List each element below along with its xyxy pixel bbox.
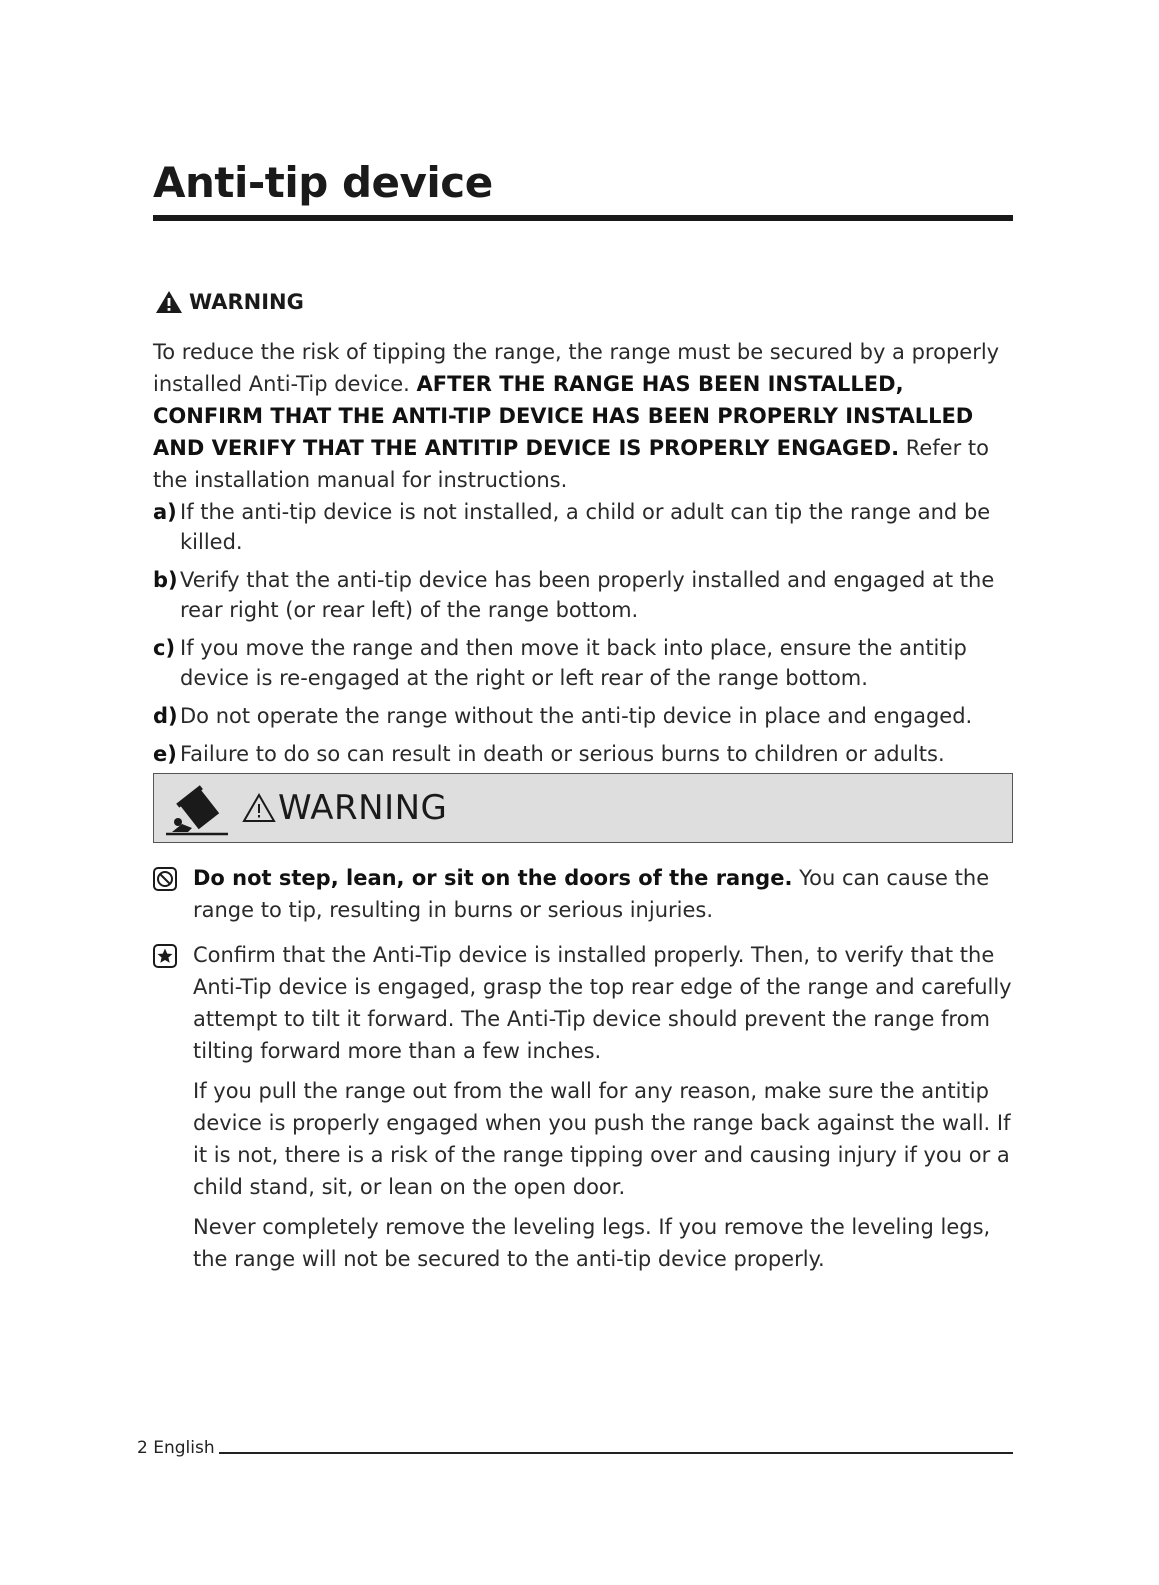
list-marker: d) bbox=[153, 704, 178, 728]
list-item bbox=[153, 497, 1013, 557]
warning-triangle-icon bbox=[155, 290, 183, 314]
notice-paragraph: Confirm that the Anti-Tip device is installed properly. Then, to verify that the Anti-Tip device is engaged, grasp the top rear edge of the range and carefully attempt to tilt it forward. The Anti-Tip device should prevent the range from tilting forward more than a few inches. bbox=[193, 943, 1012, 1063]
list-item bbox=[153, 565, 1013, 625]
list-item-text: If you move the range and then move it back into place, ensure the antitip device is re-engaged at the right or left rear of the range bottom. bbox=[180, 636, 967, 690]
list-item-text: Verify that the anti-tip device has been properly installed and engaged at the rear right (or rear left) of the range bottom. bbox=[180, 568, 995, 622]
page-title: Anti-tip device bbox=[153, 158, 493, 207]
list-marker: a) bbox=[153, 500, 177, 524]
list-item-text: Failure to do so can result in death or serious burns to children or adults. bbox=[180, 742, 945, 766]
list-marker: c) bbox=[153, 636, 176, 660]
prohibited-icon bbox=[153, 867, 177, 891]
footer-rule bbox=[219, 1452, 1013, 1454]
list-marker: b) bbox=[153, 568, 178, 592]
warning-heading bbox=[155, 290, 304, 314]
list-marker: e) bbox=[153, 742, 177, 766]
warning-banner bbox=[153, 773, 1013, 843]
notice-important bbox=[153, 939, 1013, 1283]
notice-prohibited-body: You can cause the range to tip, resulting in burns or serious injuries. bbox=[193, 866, 990, 922]
list-item bbox=[153, 701, 1013, 731]
warning-list bbox=[153, 497, 1013, 777]
title-underline bbox=[153, 215, 1013, 221]
notice-prohibited-text bbox=[193, 862, 1013, 926]
page-number-label: 2 English bbox=[137, 1438, 215, 1458]
warning-triangle-outline-icon bbox=[242, 793, 276, 823]
warning-intro-bold: AFTER THE RANGE HAS BEEN INSTALLED, CONFIRM THAT THE ANTI-TIP DEVICE HAS BEEN PROPERLY INSTALLED AND VERIFY THAT THE ANTITIP DEVICE IS PROPERLY ENGAGED. bbox=[153, 372, 974, 460]
warning-intro-text-2: Refer to the installation manual for instructions. bbox=[153, 436, 989, 492]
warning-intro bbox=[153, 336, 1013, 496]
list-item bbox=[153, 633, 1013, 693]
warning-intro-text-1: To reduce the risk of tipping the range, the range must be secured by a properly installed Anti-Tip device. bbox=[153, 340, 1000, 396]
list-item-text: If the anti-tip device is not installed, a child or adult can tip the range and be killed. bbox=[180, 500, 991, 554]
notice-prohibited-bold: Do not step, lean, or sit on the doors of the range. bbox=[193, 866, 793, 890]
notice-paragraph: If you pull the range out from the wall for any reason, make sure the antitip device is properly engaged when you push the range back against the wall. If it is not, there is a risk of the range tipping over and causing injury if you or a child stand, sit, or lean on the open door. bbox=[193, 1079, 1011, 1199]
banner-text: WARNING bbox=[278, 788, 448, 828]
star-important-icon bbox=[153, 944, 177, 968]
tipping-range-pictogram-icon bbox=[164, 780, 230, 836]
warning-heading-label: WARNING bbox=[189, 290, 304, 314]
list-item-text: Do not operate the range without the anti-tip device in place and engaged. bbox=[180, 704, 973, 728]
banner-label bbox=[242, 788, 447, 828]
notice-prohibited bbox=[153, 862, 1013, 934]
list-item bbox=[153, 739, 1013, 769]
page-footer bbox=[137, 1438, 1013, 1458]
notice-paragraph: Never completely remove the leveling legs. If you remove the leveling legs, the range will not be secured to the anti-tip device properly. bbox=[193, 1215, 991, 1271]
